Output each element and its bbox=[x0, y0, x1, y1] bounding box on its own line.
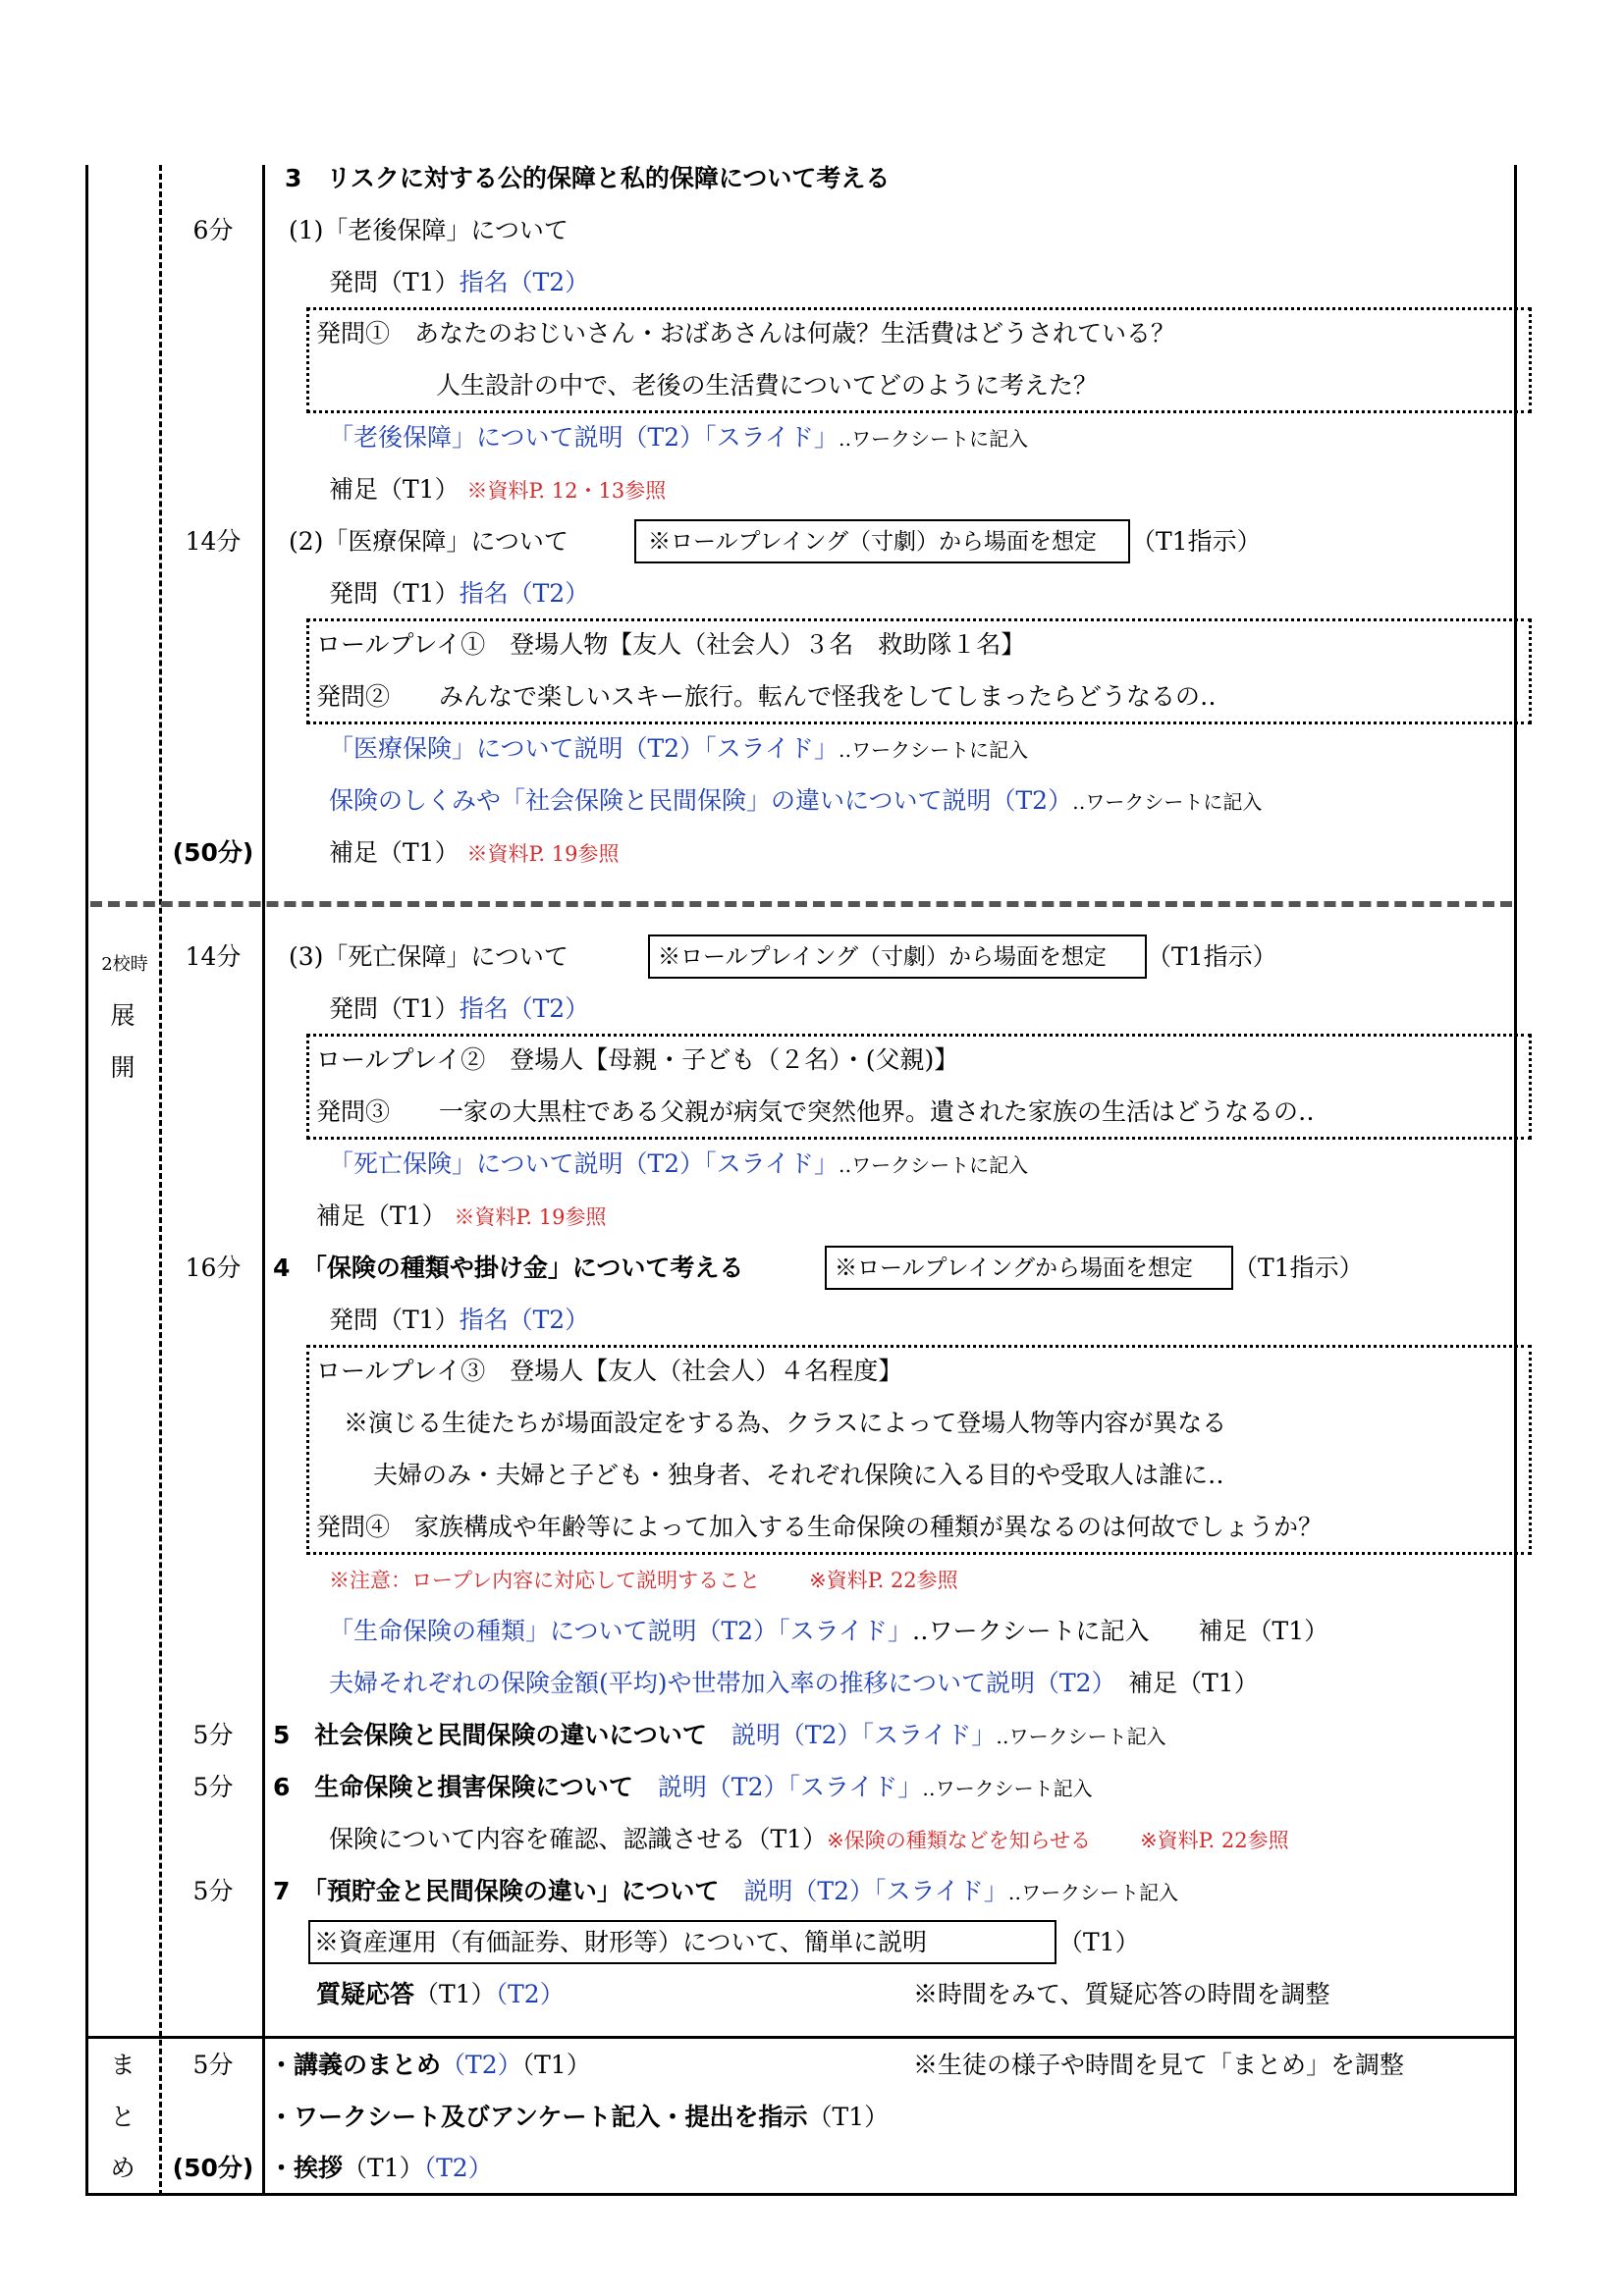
time-section-6: 5分 bbox=[192, 1773, 234, 1801]
p3-roleplay-box-text: ※ロールプレイング（寸劇）から場面を想定 bbox=[658, 944, 1108, 970]
p3-instruction: （T1指示） bbox=[1147, 942, 1277, 971]
p2-supplement: 補足（T1） ※資料P. 19参照 bbox=[329, 838, 620, 867]
p2-explain-2: 保険のしくみや「社会保険と民間保険」の違いについて説明（T2）‥ワークシートに記入 bbox=[329, 786, 1263, 815]
phase-label-2: 開 bbox=[110, 1053, 135, 1082]
section-6-confirm: 保険について内容を確認、認識させる（T1）※保険の種類などを知らせる ※資料P. 22参照 bbox=[329, 1825, 1289, 1853]
section-3-title: 3 リスクに対する公的保障と私的保障について考える bbox=[285, 164, 891, 192]
summary-item-1-note: ※生徒の様子や時間を見て「まとめ」を調整 bbox=[913, 2051, 1405, 2079]
time-p2: 14分 bbox=[185, 527, 242, 556]
section-4-instruction: （T1指示） bbox=[1233, 1254, 1364, 1282]
p1-question-1a: 発問① あなたのおじいさん・おばあさんは何歳？生活費はどうされている？ bbox=[316, 319, 1176, 347]
section-4-note-1: ※演じる生徒たちが場面設定をする為、クラスによって登場人物等内容が異なる bbox=[344, 1409, 1227, 1437]
phase-label-1: 展 bbox=[110, 1001, 135, 1030]
section-4-explain: 「生命保険の種類」について説明（T2）「スライド」‥ワークシートに記入 補足（T1） bbox=[329, 1617, 1329, 1645]
total-time-1: (50分) bbox=[172, 838, 254, 867]
time-section-5: 5分 bbox=[192, 1721, 234, 1749]
p2-roleplay: ロールプレイ① 登場人物【友人（社会人）３名 救助隊１名】 bbox=[316, 630, 1026, 659]
summary-item-2: ・ワークシート及びアンケート記入・提出を指示（T1） bbox=[269, 2103, 890, 2131]
summary-label-2: と bbox=[110, 2103, 135, 2131]
section-7-asset-text: ※資産運用（有価証券、財形等）について、簡単に説明 bbox=[314, 1928, 928, 1956]
section-7-line: 7 「預貯金と民間保険の違い」について 説明（T2）「スライド」‥ワークシート記入 bbox=[273, 1877, 1179, 1905]
summary-item-1: ・講義のまとめ（T2）（T1） bbox=[269, 2051, 591, 2079]
section-4-question: 発問④ 家族構成や年齢等によって加入する生命保険の種類が異なるのは何故でしょうか？ bbox=[316, 1513, 1324, 1541]
qa-note: ※時間をみて、質疑応答の時間を調整 bbox=[913, 1980, 1330, 2008]
p3-supplement: 補足（T1） ※資料P. 19参照 bbox=[316, 1201, 607, 1230]
section-4-roleplay: ロールプレイ③ 登場人【友人（社会人）４名程度】 bbox=[316, 1357, 903, 1385]
time-p3: 14分 bbox=[185, 942, 242, 971]
table-bottom-border bbox=[85, 2193, 1517, 2196]
p1-heading: (1)「老後保障」について bbox=[289, 216, 568, 244]
period-break-line bbox=[90, 901, 1512, 907]
summary-label-3: め bbox=[110, 2154, 135, 2182]
p3-roleplay: ロールプレイ② 登場人【母親・子ども（２名）・(父親)】 bbox=[316, 1045, 959, 1074]
table-right-border bbox=[1514, 165, 1517, 2196]
p2-question: 発問② みんなで楽しいスキー旅行。転んで怪我をしてしまったらどうなるの‥ bbox=[316, 682, 1217, 711]
p2-roleplay-box-text: ※ロールプレイング（寸劇）から場面を想定 bbox=[648, 529, 1098, 555]
p3-ask: 発問（T1）指名（T2） bbox=[329, 994, 590, 1023]
section-4-explain-2: 夫婦それぞれの保険金額(平均)や世帯加入率の推移について説明（T2） 補足（T1） bbox=[329, 1669, 1259, 1697]
table-left-border bbox=[85, 165, 88, 2196]
p1-question-1b: 人生設計の中で、老後の生活費についてどのように考えた？ bbox=[436, 371, 1099, 400]
p1-ask: 発問（T1）指名（T2） bbox=[329, 268, 590, 296]
p1-explain: 「老後保障」について説明（T2）「スライド」‥ワークシートに記入 bbox=[329, 423, 1029, 452]
section-4-note-2: 夫婦のみ・夫婦と子ども・独身者、それぞれ保険に入る目的や受取人は誰に‥ bbox=[373, 1461, 1224, 1489]
column-divider-dashed bbox=[159, 165, 162, 2196]
p2-heading: (2)「医療保障」について bbox=[289, 527, 568, 556]
p3-heading: (3)「死亡保障」について bbox=[289, 942, 568, 971]
section-7-asset-tail: （T1） bbox=[1058, 1928, 1140, 1956]
time-section-4: 16分 bbox=[185, 1254, 242, 1282]
column-divider-solid bbox=[262, 165, 265, 2196]
section-4-title: 4 「保険の種類や掛け金」について考える bbox=[273, 1254, 744, 1282]
time-section-7: 5分 bbox=[192, 1877, 234, 1905]
p3-explain: 「死亡保険」について説明（T2）「スライド」‥ワークシートに記入 bbox=[329, 1149, 1029, 1178]
summary-item-3: ・挨拶（T1）（T2） bbox=[269, 2154, 493, 2182]
section-5-line: 5 社会保険と民間保険の違いについて 説明（T2）「スライド」‥ワークシート記入 bbox=[273, 1721, 1166, 1749]
period-label: 2校時 bbox=[101, 954, 148, 975]
p2-instruction: （T1指示） bbox=[1131, 527, 1262, 556]
p2-ask: 発問（T1）指名（T2） bbox=[329, 579, 590, 608]
time-summary: 5分 bbox=[192, 2051, 234, 2079]
time-p1: 6分 bbox=[192, 216, 234, 244]
p3-question: 発問③ 一家の大黒柱である父親が病気で突然他界。遺された家族の生活はどうなるの‥ bbox=[316, 1097, 1315, 1126]
section-6-line: 6 生命保険と損害保険について 説明（T2）「スライド」‥ワークシート記入 bbox=[273, 1773, 1093, 1801]
summary-label-1: ま bbox=[110, 2051, 135, 2079]
section-4-ask: 発問（T1）指名（T2） bbox=[329, 1306, 590, 1334]
p1-supplement: 補足（T1） ※資料P. 12・13参照 bbox=[329, 475, 667, 504]
section-4-roleplay-box-text: ※ロールプレイングから場面を想定 bbox=[835, 1255, 1194, 1281]
total-time-2: (50分) bbox=[172, 2154, 254, 2182]
summary-row-top-border bbox=[85, 2036, 1517, 2039]
qa-line: 質疑応答（T1）（T2） bbox=[316, 1980, 565, 2008]
section-4-caution: ※注意：ロープレ内容に対応して説明すること ※資料P. 22参照 bbox=[329, 1569, 958, 1592]
p2-explain: 「医療保険」について説明（T2）「スライド」‥ワークシートに記入 bbox=[329, 734, 1029, 763]
